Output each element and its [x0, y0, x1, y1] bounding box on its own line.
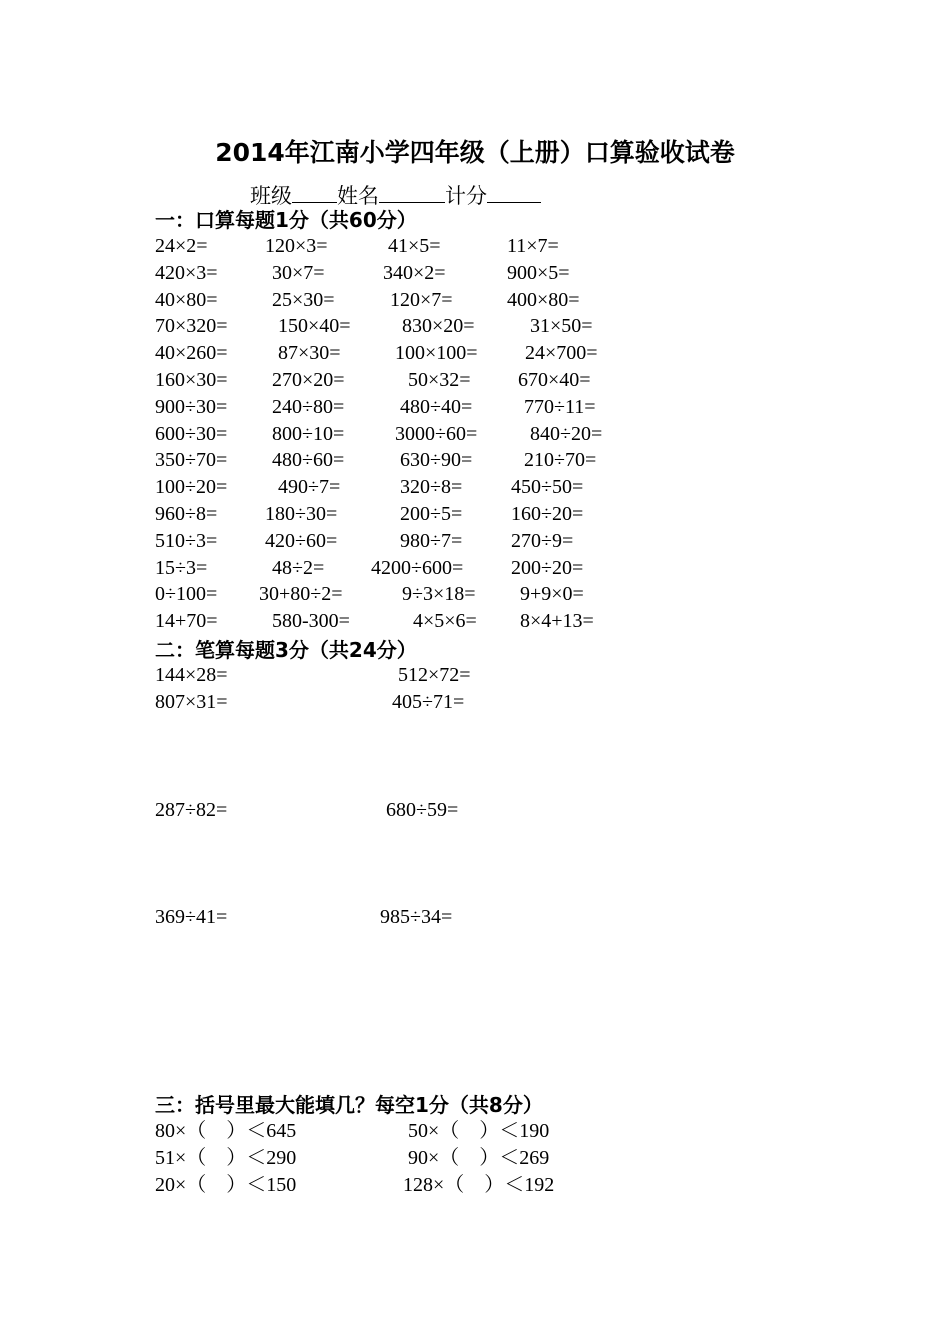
- problem-item: 980÷7=: [400, 529, 463, 552]
- problem-item: 680÷59=: [386, 799, 459, 821]
- problem-item: 41×5=: [388, 235, 441, 257]
- problem-item: 24×700=: [525, 342, 598, 365]
- score-blank[interactable]: [487, 180, 541, 203]
- problem-item: 144×28=: [155, 664, 228, 686]
- problem-row: [0, 421, 950, 448]
- problem-item: 20×（ ）＜150: [155, 1174, 297, 1196]
- problem-item: 25×30=: [272, 288, 335, 311]
- student-info-line: [250, 180, 541, 210]
- problem-item: 11×7=: [507, 235, 559, 257]
- problem-item: 160÷20=: [511, 503, 584, 525]
- problem-item: 120×7=: [390, 288, 453, 311]
- problem-item: 350÷70=: [155, 449, 228, 472]
- class-label: 班级: [250, 184, 292, 208]
- problem-item: 31×50=: [530, 315, 593, 338]
- problem-row: [0, 662, 950, 689]
- problem-item: 830×20=: [402, 315, 475, 338]
- class-blank[interactable]: [292, 180, 337, 203]
- problem-item: 630÷90=: [400, 449, 473, 472]
- problem-item: 807×31=: [155, 691, 228, 713]
- problem-item: 4×5×6=: [413, 610, 477, 633]
- problem-item: 50×32=: [408, 369, 471, 391]
- problem-item: 900×5=: [507, 261, 570, 284]
- problem-row: [0, 528, 950, 555]
- problem-item: 840÷20=: [530, 422, 603, 445]
- problem-item: 100×100=: [395, 342, 478, 365]
- problem-item: 510÷3=: [155, 529, 218, 552]
- problem-item: 270×20=: [272, 369, 345, 391]
- problem-row: [0, 555, 950, 582]
- problem-item: 200÷20=: [511, 556, 584, 579]
- problem-item: 14+70=: [155, 610, 218, 633]
- name-label: 姓名: [337, 184, 379, 208]
- problem-item: 320÷8=: [400, 476, 463, 499]
- problem-row: [0, 260, 950, 287]
- problem-item: 405÷71=: [392, 691, 465, 713]
- section2-heading: 二：笔算每题3分（共24分）: [155, 638, 417, 662]
- problem-item: 369÷41=: [155, 906, 228, 928]
- problem-item: 420×3=: [155, 261, 218, 284]
- problem-item: 480÷60=: [272, 449, 345, 472]
- section1-heading: 一：口算每题1分（共60分）: [155, 208, 417, 232]
- problem-row: [0, 447, 950, 474]
- problem-item: 150×40=: [278, 315, 351, 338]
- problem-item: 160×30=: [155, 369, 228, 391]
- problem-row: [0, 581, 950, 608]
- problem-item: 240÷80=: [272, 395, 345, 418]
- problem-row: [0, 608, 950, 635]
- problem-item: 580-300=: [272, 610, 350, 633]
- page-title: 2014年江南小学四年级（上册）口算验收试卷: [215, 138, 735, 167]
- problem-item: 270÷9=: [511, 529, 574, 552]
- problem-item: 40×260=: [155, 342, 228, 365]
- problem-item: 420÷60=: [265, 529, 338, 552]
- problem-item: 770÷11=: [524, 395, 596, 418]
- problem-row: [0, 1145, 950, 1172]
- problem-row: [0, 474, 950, 501]
- problem-item: 200÷5=: [400, 503, 463, 525]
- problem-item: 90×（ ）＜269: [408, 1147, 550, 1169]
- problem-item: 670×40=: [518, 369, 591, 391]
- problem-item: 600÷30=: [155, 422, 228, 445]
- problem-item: 3000÷60=: [395, 422, 478, 445]
- problem-item: 100÷20=: [155, 476, 228, 499]
- problem-item: 490÷7=: [278, 476, 341, 499]
- problem-item: 30×7=: [272, 261, 325, 284]
- problem-row: [0, 233, 950, 260]
- problem-item: 985÷34=: [380, 906, 453, 928]
- problem-item: 900÷30=: [155, 395, 228, 418]
- problem-item: 180÷30=: [265, 503, 338, 525]
- problem-item: 450÷50=: [511, 476, 584, 499]
- problem-item: 512×72=: [398, 664, 471, 686]
- problem-row: [0, 904, 950, 931]
- section3-heading: 三：括号里最大能填几？每空1分（共8分）: [155, 1093, 543, 1117]
- problem-item: 50×（ ）＜190: [408, 1120, 550, 1142]
- problem-item: 210÷70=: [524, 449, 597, 472]
- problem-row: [0, 313, 950, 340]
- problem-item: 960÷8=: [155, 503, 218, 525]
- problem-item: 340×2=: [383, 261, 446, 284]
- problem-row: [0, 394, 950, 421]
- problem-item: 400×80=: [507, 288, 580, 311]
- problem-item: 70×320=: [155, 315, 228, 338]
- problem-item: 15÷3=: [155, 556, 208, 579]
- problem-item: 287÷82=: [155, 799, 228, 821]
- problem-row: [0, 1118, 950, 1145]
- problem-item: 48÷2=: [272, 556, 325, 579]
- problem-item: 40×80=: [155, 288, 218, 311]
- problem-item: 87×30=: [278, 342, 341, 365]
- problem-item: 8×4+13=: [520, 610, 594, 633]
- problem-item: 80×（ ）＜645: [155, 1120, 297, 1142]
- problem-item: 9+9×0=: [520, 583, 584, 606]
- problem-row: [0, 287, 950, 314]
- problem-item: 800÷10=: [272, 422, 345, 445]
- problem-row: [0, 340, 950, 367]
- problem-item: 120×3=: [265, 235, 328, 257]
- problem-item: 0÷100=: [155, 583, 218, 606]
- problem-item: 4200÷600=: [371, 556, 464, 579]
- problem-item: 480÷40=: [400, 395, 473, 418]
- problem-item: 24×2=: [155, 235, 208, 257]
- problem-row: [0, 367, 950, 394]
- score-label: 计分: [445, 184, 487, 208]
- problem-item: 30+80÷2=: [259, 583, 343, 606]
- problem-row: [0, 689, 950, 716]
- problem-row: [0, 501, 950, 528]
- problem-item: 9÷3×18=: [402, 583, 476, 606]
- name-blank[interactable]: [379, 180, 445, 203]
- problem-row: [0, 797, 950, 824]
- problem-item: 128×（ ）＜192: [403, 1174, 555, 1196]
- problem-item: 51×（ ）＜290: [155, 1147, 297, 1169]
- problem-row: [0, 1172, 950, 1199]
